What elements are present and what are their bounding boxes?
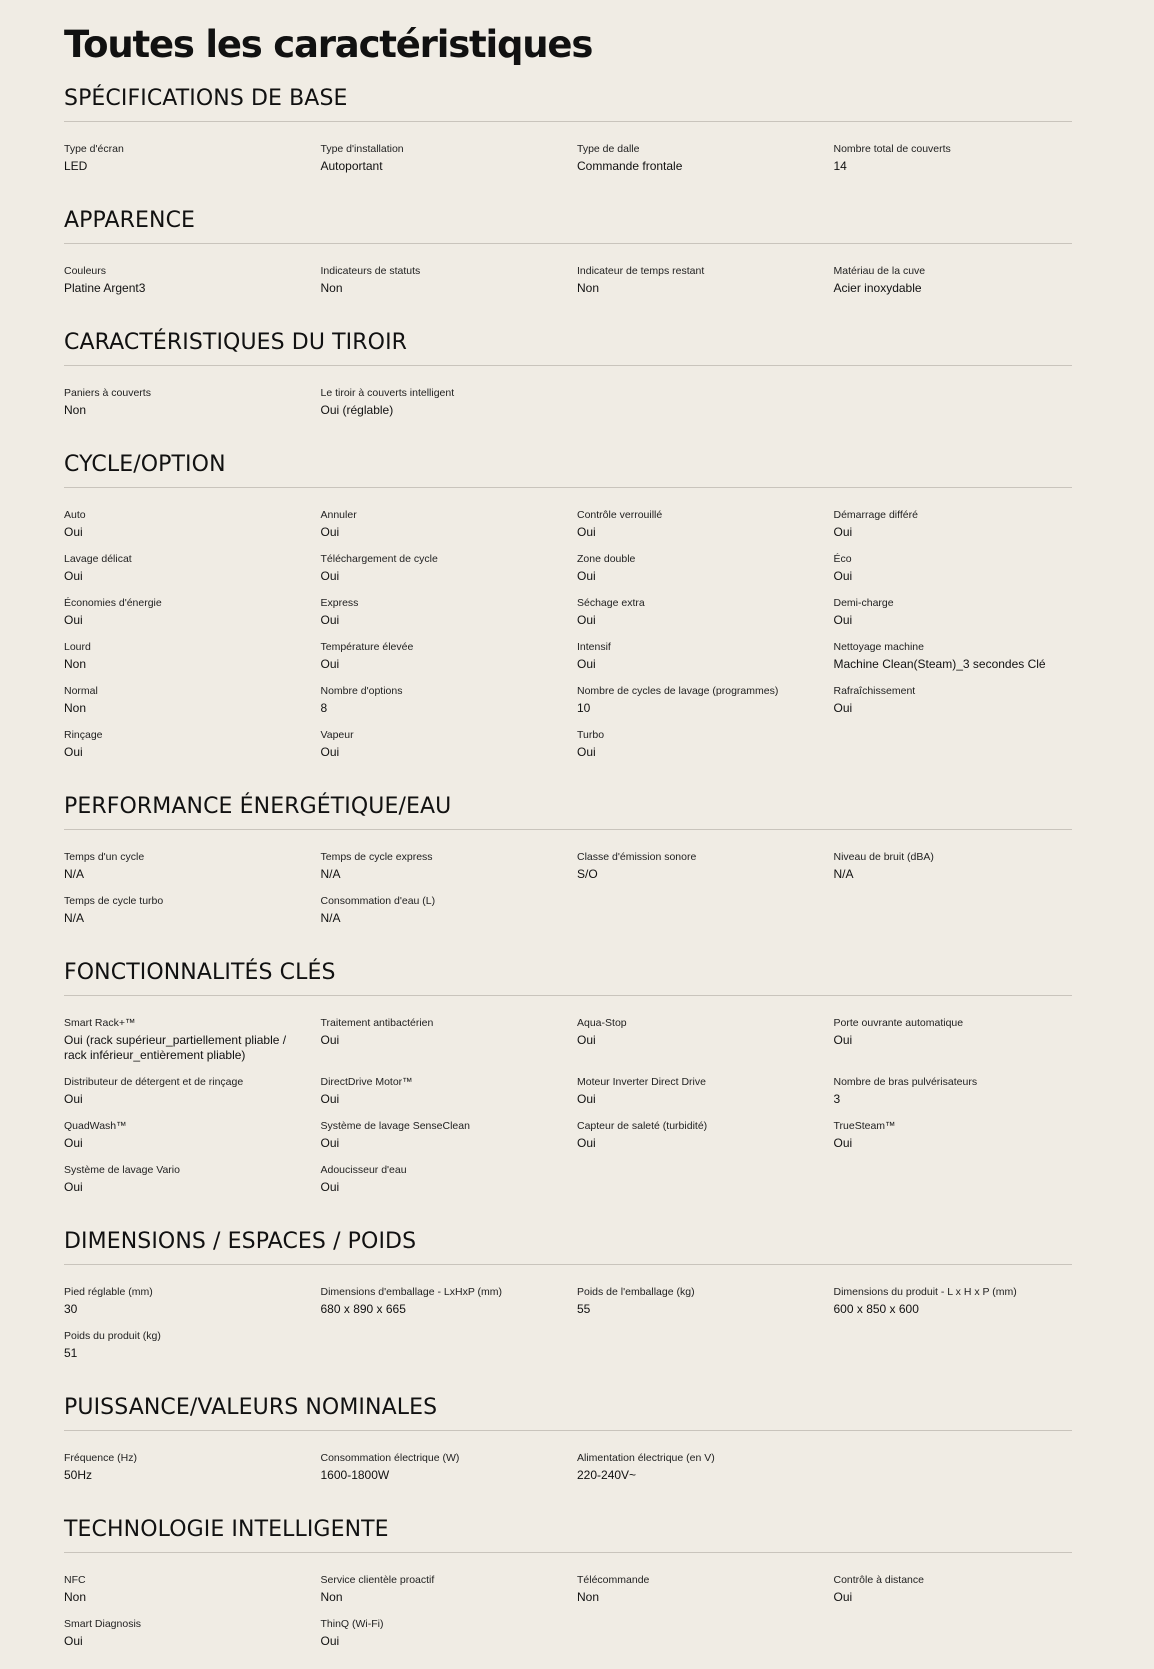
spec-value: Non (577, 1590, 600, 1604)
section-title: SPÉCIFICATIONS DE BASE (64, 86, 1072, 122)
spec-grid (64, 366, 1072, 438)
spec-section (64, 86, 1072, 194)
spec-item (64, 1163, 321, 1207)
section-title: CARACTÉRISTIQUES DU TIROIR (64, 330, 1072, 366)
spec-value: N/A (320, 911, 341, 925)
spec-value: 600 x 850 x 600 (833, 1302, 919, 1316)
spec-grid (64, 996, 1072, 1215)
spec-item (577, 142, 834, 186)
spec-item (321, 142, 578, 186)
spec-value: Oui (320, 657, 340, 671)
spec-value: Oui (réglable) (320, 403, 394, 417)
spec-label: QuadWash™ (64, 1120, 127, 1132)
spec-label: Demi-charge (833, 597, 894, 609)
spec-value: Acier inoxydable (833, 281, 922, 295)
spec-label: Moteur Inverter Direct Drive (577, 1076, 706, 1088)
spec-section (64, 1395, 1072, 1503)
spec-value: Non (320, 1590, 343, 1604)
section-title: PUISSANCE/VALEURS NOMINALES (64, 1395, 1072, 1431)
spec-label: Consommation d'eau (L) (320, 895, 436, 907)
spec-item (64, 1617, 321, 1661)
spec-label: Séchage extra (577, 597, 645, 609)
spec-item (64, 142, 321, 186)
spec-item (321, 1285, 578, 1329)
spec-value: 14 (833, 159, 847, 173)
spec-item (321, 1075, 578, 1119)
spec-value: Non (64, 403, 87, 417)
spec-label: Capteur de saleté (turbidité) (577, 1120, 708, 1132)
spec-item (64, 1329, 321, 1373)
spec-item (64, 1016, 321, 1075)
spec-item (834, 142, 1072, 186)
spec-item (321, 1451, 578, 1495)
spec-value: 50Hz (64, 1468, 93, 1482)
spec-item (834, 640, 1072, 684)
spec-item (64, 850, 321, 894)
spec-label: Télécommande (577, 1574, 650, 1586)
spec-label: Type d'installation (320, 143, 404, 155)
spec-value: Oui (833, 1136, 853, 1150)
spec-label: Service clientèle proactif (320, 1574, 435, 1586)
spec-value: Oui (320, 1033, 340, 1047)
spec-label: Téléchargement de cycle (320, 553, 438, 565)
spec-value: Non (64, 701, 87, 715)
spec-label: Traitement antibactérien (320, 1017, 434, 1029)
spec-item (321, 1119, 578, 1163)
spec-label: Système de lavage SenseClean (320, 1120, 470, 1132)
spec-value: Oui (64, 1180, 83, 1194)
section-title: TECHNOLOGIE INTELLIGENTE (64, 1517, 1072, 1553)
spec-value: Oui (320, 1136, 340, 1150)
spec-item (834, 1016, 1072, 1075)
spec-section (64, 1517, 1072, 1669)
spec-item (321, 1617, 578, 1661)
spec-value: Oui (64, 525, 83, 539)
spec-label: Intensif (577, 641, 611, 653)
spec-label: Temps de cycle turbo (64, 895, 164, 907)
spec-label: Dimensions d'emballage - LxHxP (mm) (320, 1286, 503, 1298)
spec-label: Zone double (577, 553, 636, 565)
spec-label: Porte ouvrante automatique (833, 1017, 964, 1029)
spec-item (577, 508, 834, 552)
spec-item (64, 1119, 321, 1163)
spec-value: LED (64, 159, 88, 173)
spec-value: 3 (833, 1092, 841, 1106)
spec-label: Nombre total de couverts (833, 143, 951, 155)
spec-label: Lourd (64, 641, 91, 653)
spec-label: Indicateur de temps restant (577, 265, 705, 277)
spec-label: Express (320, 597, 359, 609)
spec-item (321, 386, 578, 430)
spec-label: Matériau de la cuve (833, 265, 926, 277)
spec-value: Oui (577, 613, 596, 627)
section-title: APPARENCE (64, 208, 1072, 244)
spec-item (64, 894, 321, 938)
spec-item (577, 552, 834, 596)
section-title: PERFORMANCE ÉNERGÉTIQUE/EAU (64, 794, 1072, 830)
spec-label: Smart Diagnosis (64, 1618, 142, 1630)
spec-label: Contrôle à distance (833, 1574, 924, 1586)
spec-label: Nombre de cycles de lavage (programmes) (577, 685, 779, 697)
spec-section (64, 794, 1072, 946)
spec-label: DirectDrive Motor™ (320, 1076, 413, 1088)
section-title: CYCLE/OPTION (64, 452, 1072, 488)
spec-label: TrueSteam™ (833, 1120, 896, 1132)
spec-section (64, 330, 1072, 438)
spec-item (321, 1163, 578, 1207)
spec-value: 1600-1800W (320, 1468, 390, 1482)
spec-grid (64, 1431, 1072, 1503)
spec-value: Oui (320, 525, 340, 539)
spec-label: Indicateurs de statuts (320, 265, 421, 277)
spec-value: 220-240V~ (577, 1468, 637, 1482)
spec-item (64, 1573, 321, 1617)
spec-label: Annuler (320, 509, 357, 521)
spec-item (577, 640, 834, 684)
spec-value: Oui (64, 1092, 83, 1106)
spec-value: Oui (320, 745, 340, 759)
spec-value: Commande frontale (577, 159, 683, 173)
spec-item (577, 596, 834, 640)
spec-grid (64, 1553, 1072, 1669)
spec-grid (64, 244, 1072, 316)
spec-label: Fréquence (Hz) (64, 1452, 137, 1464)
spec-value: Oui (833, 1033, 853, 1047)
spec-value: Non (577, 281, 600, 295)
spec-item (577, 1285, 834, 1329)
spec-item (64, 728, 321, 772)
spec-label: Consommation électrique (W) (320, 1452, 460, 1464)
spec-label: Classe d'émission sonore (577, 851, 697, 863)
spec-item (321, 552, 578, 596)
spec-value: Oui (577, 745, 596, 759)
spec-value: Oui (64, 1634, 83, 1648)
spec-item (321, 728, 578, 772)
spec-item (577, 684, 834, 728)
spec-value: 55 (577, 1302, 591, 1316)
spec-label: Temps de cycle express (320, 851, 433, 863)
spec-value: Non (320, 281, 343, 295)
spec-label: Paniers à couverts (64, 387, 151, 399)
spec-item (321, 596, 578, 640)
spec-item (834, 1285, 1072, 1329)
spec-value: Oui (833, 1590, 853, 1604)
spec-item (64, 386, 321, 430)
spec-item (834, 1573, 1072, 1617)
spec-item (834, 684, 1072, 728)
spec-label: Normal (64, 685, 98, 697)
spec-value: Oui (64, 745, 83, 759)
spec-label: Poids de l'emballage (kg) (577, 1286, 695, 1298)
section-title: DIMENSIONS / ESPACES / POIDS (64, 1229, 1072, 1265)
spec-item (577, 264, 834, 308)
spec-value: 51 (64, 1346, 78, 1360)
spec-label: Nombre de bras pulvérisateurs (833, 1076, 978, 1088)
spec-value: 8 (320, 701, 328, 715)
spec-grid (64, 1265, 1072, 1381)
spec-label: Type d'écran (64, 143, 124, 155)
spec-value: Oui (577, 525, 596, 539)
spec-item (64, 640, 321, 684)
spec-label: Smart Rack+™ (64, 1017, 136, 1029)
spec-item (321, 894, 578, 938)
spec-item (64, 684, 321, 728)
spec-value: N/A (64, 867, 85, 881)
spec-item (64, 596, 321, 640)
spec-item (834, 850, 1072, 894)
spec-item (64, 552, 321, 596)
spec-label: Couleurs (64, 265, 107, 277)
spec-item (834, 552, 1072, 596)
spec-value: Oui (833, 525, 853, 539)
spec-item (321, 508, 578, 552)
spec-label: Auto (64, 509, 86, 521)
spec-item (834, 264, 1072, 308)
section-title: FONCTIONNALITÉS CLÉS (64, 960, 1072, 996)
spec-label: Vapeur (320, 729, 354, 741)
spec-section (64, 960, 1072, 1215)
spec-value: Oui (320, 613, 340, 627)
spec-value: N/A (64, 911, 85, 925)
spec-label: Rinçage (64, 729, 103, 741)
spec-label: Nombre d'options (320, 685, 403, 697)
spec-item (577, 1451, 834, 1495)
spec-value: Oui (320, 1180, 340, 1194)
spec-item (321, 850, 578, 894)
spec-value: Oui (rack supérieur_partiellement pliable / rack inférieur_entièrement pliable) (64, 1033, 287, 1062)
spec-item (64, 1285, 321, 1329)
spec-value: N/A (833, 867, 854, 881)
spec-value: Machine Clean(Steam)_3 secondes Clé (833, 657, 1046, 671)
spec-item (64, 264, 321, 308)
spec-item (577, 1016, 834, 1075)
spec-item (321, 264, 578, 308)
spec-item (834, 1075, 1072, 1119)
spec-value: Non (64, 1590, 87, 1604)
spec-label: Lavage délicat (64, 553, 132, 565)
spec-item (64, 508, 321, 552)
spec-value: Oui (833, 613, 853, 627)
spec-label: Alimentation électrique (en V) (577, 1452, 715, 1464)
spec-item (321, 684, 578, 728)
spec-label: Système de lavage Vario (64, 1164, 180, 1176)
spec-label: Niveau de bruit (dBA) (833, 851, 934, 863)
spec-value: Oui (833, 701, 853, 715)
spec-section (64, 208, 1072, 316)
spec-value: Oui (64, 613, 83, 627)
spec-grid (64, 122, 1072, 194)
spec-value: Oui (320, 1092, 340, 1106)
spec-label: Rafraîchissement (833, 685, 916, 697)
spec-value: Oui (577, 657, 596, 671)
spec-item (321, 1016, 578, 1075)
spec-value: 680 x 890 x 665 (320, 1302, 406, 1316)
spec-label: Turbo (577, 729, 605, 741)
spec-value: Oui (64, 1136, 83, 1150)
spec-value: Oui (577, 1033, 596, 1047)
spec-label: Temps d'un cycle (64, 851, 145, 863)
spec-label: Nettoyage machine (833, 641, 924, 653)
spec-label: Distributeur de détergent et de rinçage (64, 1076, 244, 1088)
page-title: Toutes les caractéristiques (64, 23, 593, 66)
spec-grid (64, 488, 1072, 780)
spec-value: Oui (577, 1136, 596, 1150)
spec-item (834, 596, 1072, 640)
spec-item (577, 1075, 834, 1119)
spec-item (834, 1119, 1072, 1163)
spec-value: Oui (320, 1634, 340, 1648)
spec-item (321, 640, 578, 684)
spec-value: Oui (833, 569, 853, 583)
spec-value: Oui (64, 569, 83, 583)
spec-value: N/A (320, 867, 341, 881)
spec-label: NFC (64, 1574, 86, 1586)
spec-item (64, 1451, 321, 1495)
sections-container (64, 86, 1072, 1669)
spec-label: Le tiroir à couverts intelligent (320, 387, 455, 399)
spec-label: Poids du produit (kg) (64, 1330, 161, 1342)
spec-item (577, 850, 834, 894)
spec-label: Température élevée (320, 641, 414, 653)
spec-label: Dimensions du produit - L x H x P (mm) (833, 1286, 1017, 1298)
spec-item (577, 1573, 834, 1617)
spec-item (64, 1075, 321, 1119)
spec-item (321, 1573, 578, 1617)
spec-value: Oui (577, 1092, 596, 1106)
spec-section (64, 1229, 1072, 1381)
spec-value: 30 (64, 1302, 78, 1316)
spec-label: Contrôle verrouillé (577, 509, 663, 521)
spec-value: S/O (577, 867, 598, 881)
spec-label: Type de dalle (577, 143, 640, 155)
spec-item (577, 1119, 834, 1163)
spec-label: Adoucisseur d'eau (320, 1164, 407, 1176)
spec-label: Aqua-Stop (577, 1017, 627, 1029)
spec-item (577, 728, 834, 772)
spec-value: Autoportant (320, 159, 383, 173)
spec-value: Non (64, 657, 87, 671)
spec-label: Économies d'énergie (64, 597, 162, 609)
spec-grid (64, 830, 1072, 946)
spec-label: Éco (833, 553, 852, 565)
spec-section (64, 452, 1072, 780)
spec-label: ThinQ (Wi-Fi) (320, 1618, 384, 1630)
spec-value: 10 (577, 701, 591, 715)
spec-item (834, 508, 1072, 552)
spec-value: Platine Argent3 (64, 281, 146, 295)
spec-label: Pied réglable (mm) (64, 1286, 153, 1298)
spec-value: Oui (577, 569, 596, 583)
spec-label: Démarrage différé (833, 509, 918, 521)
spec-value: Oui (320, 569, 340, 583)
